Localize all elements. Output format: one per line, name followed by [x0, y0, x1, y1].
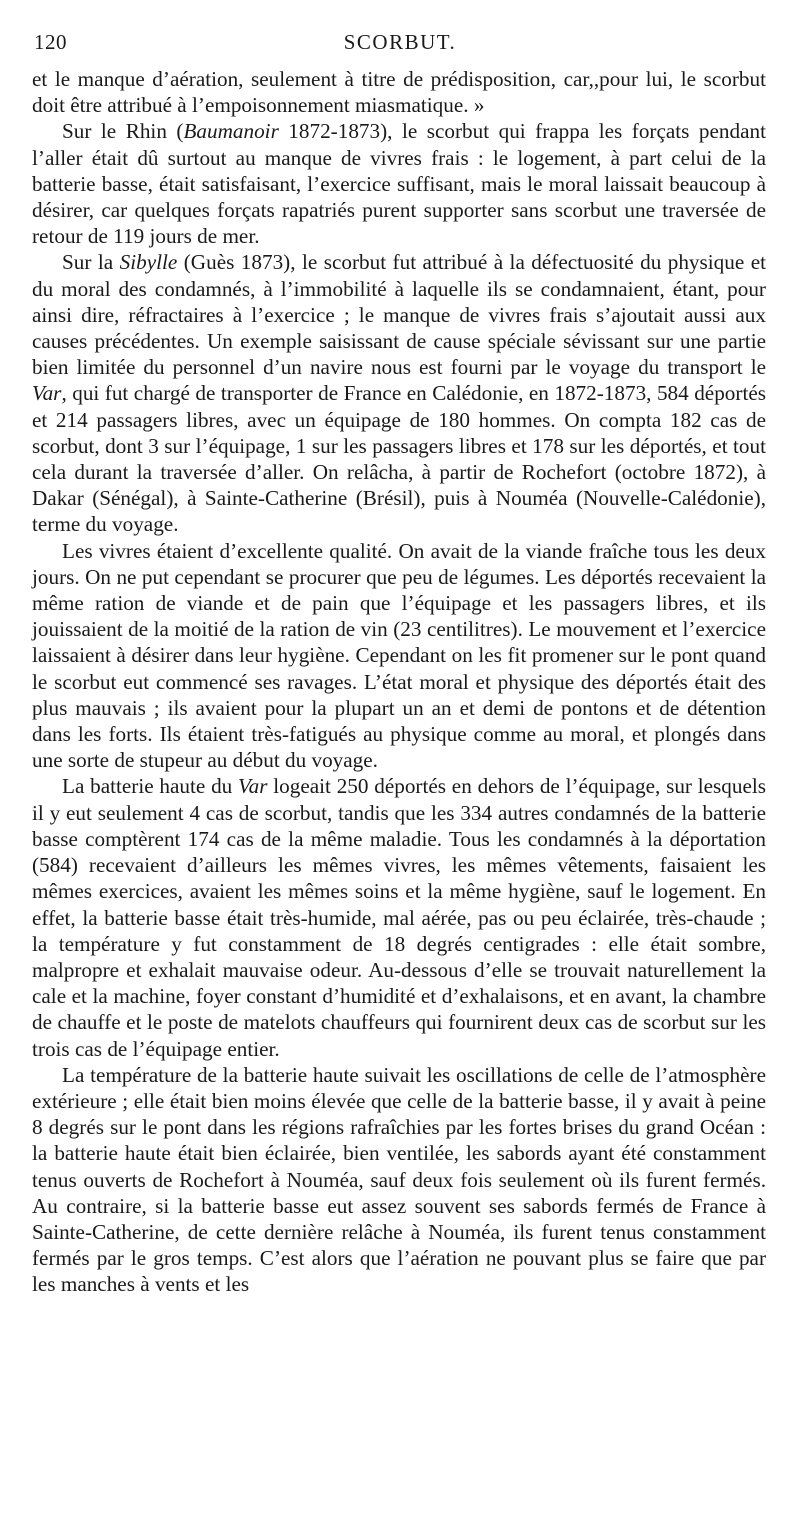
section-title: SCORBUT.	[343, 30, 457, 54]
paragraph	[32, 773, 766, 1061]
text-run: (Guès 1873), le scorbut fut attribué à la défectuosité du physique et du moral des condamnés, à l’immobilité à laquelle ils se condamnaient, étant, pour ainsi dire, réfractaires à l’exercice ; le manque de vivres frais s’ajoutait aussi aux causes précédentes. Un exemple saisissant de cause spéciale sévissant sur une partie bien limitée du personnel d’un navire nous est fourni par le voyage du transport le	[32, 250, 766, 380]
ship-name: Sibylle	[119, 250, 178, 275]
text-run: La batterie haute du	[62, 774, 239, 799]
ship-name: Baumanoir	[183, 119, 279, 144]
body-text	[32, 66, 766, 1298]
running-head	[34, 30, 766, 62]
text-run: Les vivres étaient d’excellente qualité. On avait de la viande fraîche tous les deux jours. On ne put cependant se procurer que peu de légumes. Les déportés recevaient la même ration de viande et de pain que l’équipage et les passagers libres, et ils jouissaient de la moitié de la ration de vin (23 centilitres). Le mouvement et l’exercice laissaient à désirer dans leur hygiène. Cependant on les fit promener sur le pont quand le scorbut eut commencé ses ravages. L’état moral et physique des déportés était des plus mauvais ; ils avaient pour la plupart un an et demi de pontons et de détention dans les forts. Ils étaient très-fatigués au physique comme au moral, et plongés dans une sorte de stupeur au début du voyage.	[32, 538, 766, 773]
paragraph	[32, 118, 766, 249]
text-run: et le manque d’aération, seulement à titre de prédisposition, car,,pour lui, le scorbut doit être attribué à l’empoisonnement miasmatique. »	[32, 67, 766, 118]
ship-name: Var	[238, 774, 268, 799]
ship-name: Var	[32, 381, 62, 406]
paragraph	[32, 538, 766, 774]
text-run: Sur la	[62, 250, 120, 275]
text-run: , qui fut chargé de transporter de France en Calédonie, en 1872-1873, 584 déportés et 214 passagers libres, avec un équipage de 180 hommes. On compta 182 cas de scorbut, dont 3 sur l’équipage, 1 sur les passagers libres et 178 sur les déportés, et tout cela durant la traversée d’aller. On relâcha, à partir de Rochefort (octobre 1872), à Dakar (Sénégal), à Sainte-Catherine (Brésil), puis à Nouméa (Nouvelle-Calédonie), terme du voyage.	[32, 381, 766, 537]
text-run: Sur le Rhin (	[62, 119, 184, 144]
page-number: 120	[34, 30, 67, 54]
paragraph	[32, 249, 766, 537]
text-run: 1872-1873), le scorbut qui frappa les forçats pendant l’aller était dû surtout au manque de vivres frais : le logement, à part celui de la batterie basse, était satisfaisant, l’exercice suffisant, mais le moral laissait beaucoup à désirer, car quelques forçats rapatriés purent supporter sans scorbut une traversée de retour de 119 jours de mer.	[32, 119, 766, 249]
paragraph	[32, 1062, 766, 1298]
text-run: La température de la batterie haute suivait les oscillations de celle de l’atmosphère extérieure ; elle était bien moins élevée que celle de la batterie basse, il y avait à peine 8 degrés sur le pont dans les régions rafraîchies par les fortes brises du grand Océan : la batterie haute était bien éclairée, bien ventilée, les sabords ayant été constamment tenus ouverts de Rochefort à Nouméa, sauf deux fois seulement où ils furent fermés. Au contraire, si la batterie basse eut assez souvent ses sabords fermés de France à Sainte-Catherine, de cette dernière relâche à Nouméa, ils furent tenus constamment fermés par le gros temps. C’est alors que l’aération ne pouvant plus se faire que par les manches à vents et les	[32, 1062, 766, 1297]
text-run: logeait 250 déportés en dehors de l’équipage, sur lesquels il y eut seulement 4 cas de scorbut, tandis que les 334 autres condamnés de la batterie basse comptèrent 174 cas de la même maladie. Tous les condamnés à la déportation (584) recevaient d’ailleurs les mêmes vivres, les mêmes vêtements, faisaient les mêmes exercices, avaient les mêmes soins et la même hygiène, sauf le logement. En effet, la batterie basse était très-humide, mal aérée, pas ou peu éclairée, très-chaude ; la température y fut constamment de 18 degrés centigrades : elle était sombre, malpropre et exhalait mauvaise odeur. Au-dessous d’elle se trouvait naturellement la cale et la machine, foyer constant d’humidité et d’exhalaisons, et en avant, la chambre de chauffe et le poste de matelots chauffeurs qui fournirent deux cas de scorbut sur les trois cas de l’équipage entier.	[32, 774, 767, 1061]
paragraph	[32, 66, 766, 118]
